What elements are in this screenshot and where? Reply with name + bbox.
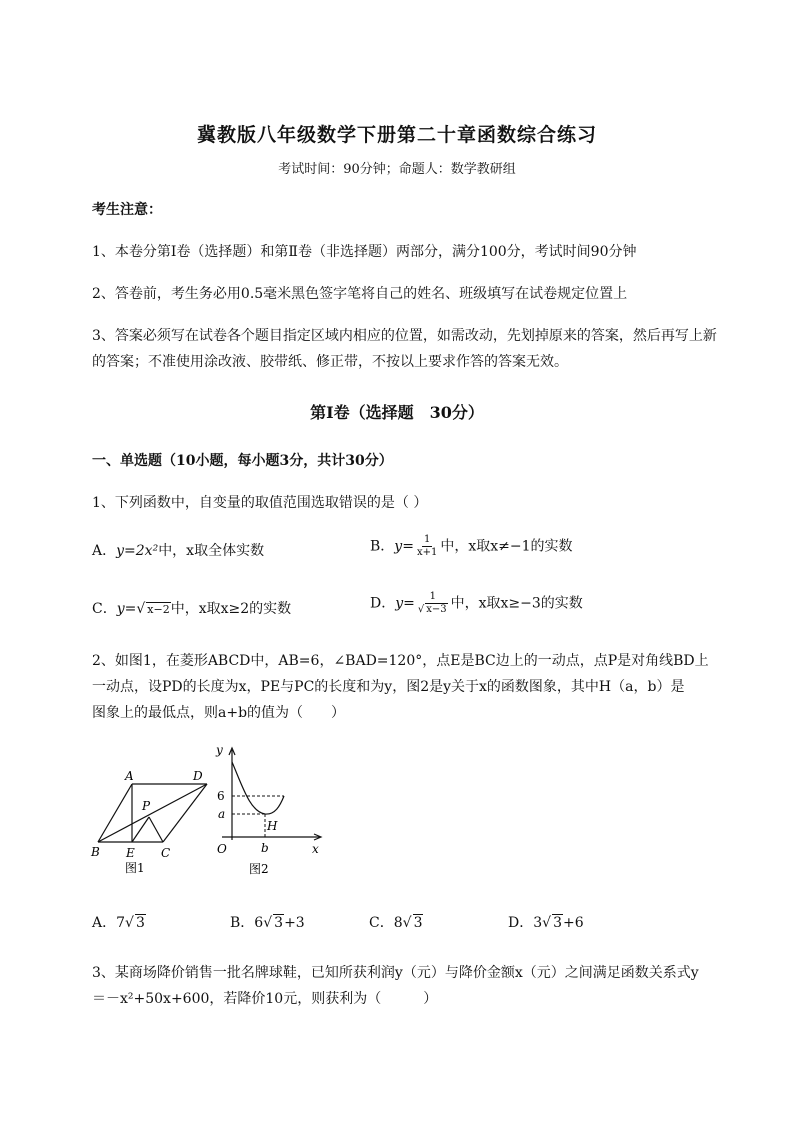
- notice-item-1: 1、本卷分第Ⅰ卷（选择题）和第Ⅱ卷（非选择题）两部分，满分100分，考试时间90分钟: [92, 244, 637, 260]
- q2-option-a: [92, 913, 146, 933]
- q1-option-d-denominator: [416, 604, 450, 616]
- q1-option-d-radical-sign: √: [417, 604, 425, 615]
- q2-option-c-label: C．: [369, 915, 394, 931]
- fig2-label-h: H: [267, 819, 278, 833]
- fig2-curve: [232, 762, 284, 814]
- q1-option-b-prefix: y=: [394, 538, 414, 555]
- q2-figure-2: [212, 740, 332, 880]
- q1-option-c-label: C．: [92, 601, 117, 617]
- q1-option-c-text: 中，x取x≥2的实数: [170, 601, 292, 617]
- q2-option-a-radical-sign: √: [125, 915, 134, 931]
- q1-option-d-fraction: [416, 591, 450, 616]
- q3-stem-line-2: ＝－x²+50x+600，若降价10元，则获利为（ ）: [92, 991, 438, 1007]
- q2-stem-line-1: 2、如图1，在菱形ABCD中，AB=6，∠BAD=120°，点E是BC边上的一动点，点P是对角线BD上: [92, 653, 709, 669]
- q2-option-b-label: B．: [230, 915, 255, 931]
- q1-option-b-fraction: [415, 534, 439, 559]
- q2-option-b-radical-sign: √: [263, 915, 273, 931]
- q2-option-b: [230, 913, 305, 933]
- fig1-label-d: D: [193, 769, 203, 783]
- q1-option-d-text: 中，x取x≥−3的实数: [450, 595, 583, 612]
- fig1-segment-pc: [149, 817, 163, 842]
- q2-stem-line-3: 图象上的最低点，则a+b的值为（ ）: [92, 705, 346, 721]
- q2-option-c-coef: 8: [393, 915, 403, 931]
- q1-option-c-radical-sign: √: [136, 601, 146, 617]
- q3-stem-line-1: 3、某商场降价销售一批名牌球鞋，已知所获利润y（元）与降价金额x（元）之间满足函数关系式y: [92, 965, 699, 981]
- fig1-label-c: C: [161, 846, 171, 860]
- notice-item-3-line-1: 3、答案必须写在试卷各个题目指定区域内相应的位置，如需改动，先划掉原来的答案，然后再写上新: [92, 328, 717, 344]
- q1-option-b: [370, 534, 573, 559]
- q1-option-c-prefix: y=: [116, 601, 137, 617]
- fig1-side-cd: [163, 784, 207, 842]
- q1-stem: 1、下列函数中，自变量的取值范围选取错误的是（ ）: [92, 495, 428, 511]
- fig1-caption: 图1: [125, 861, 145, 875]
- q2-option-c: [369, 913, 423, 933]
- q2-option-b-radicand: 3: [274, 915, 284, 931]
- fig2-label-b: b: [261, 841, 269, 855]
- fig2-label-y: y: [216, 743, 223, 757]
- q1-option-c-radicand: x−2: [147, 603, 170, 616]
- q1-option-d-radicand: x−3: [426, 604, 447, 615]
- fig1-label-a: A: [125, 769, 134, 783]
- fig2-label-x: x: [312, 842, 319, 856]
- q1-option-c: [92, 599, 291, 620]
- q2-option-d-radicand: 3: [553, 915, 562, 931]
- q2-stem-line-2: 一动点，设PD的长度为x，PE与PC的长度和为y，图2是y关于x的函数图象，其中H（a，b）是: [92, 679, 685, 695]
- q2-option-b-tail: +3: [284, 915, 305, 931]
- fig1-label-p: P: [142, 799, 151, 813]
- q1-option-d-numerator: 1: [429, 591, 436, 602]
- q1-option-b-numerator: 1: [423, 534, 431, 545]
- q2-option-d-tail: +6: [563, 915, 584, 931]
- fig1-segment-pe: [132, 817, 149, 842]
- q2-option-d: [508, 913, 584, 933]
- q1-option-d-prefix: y=: [395, 595, 415, 612]
- q1-option-a-text: 中，x取全体实数: [158, 543, 265, 559]
- q2-option-d-radical-sign: √: [542, 915, 552, 931]
- exam-subtitle: 考试时间：90分钟；命题人：数学教研组: [278, 162, 516, 177]
- exam-title: 冀教版八年级数学下册第二十章函数综合练习: [196, 124, 597, 146]
- q1-option-b-label: B．: [370, 538, 395, 555]
- notice-item-2: 2、答卷前，考生务必用0.5毫米黑色签字笔将自己的姓名、班级填写在试卷规定位置上: [92, 286, 628, 302]
- q1-option-b-text: 中，x取x≠−1的实数: [440, 538, 573, 555]
- q1-option-a-expr: y=2x²: [116, 543, 159, 559]
- fig1-label-e: E: [126, 846, 135, 860]
- fig1-label-b: B: [91, 845, 100, 859]
- q2-option-d-coef: 3: [533, 915, 543, 931]
- q1-option-b-denominator: x+1: [416, 547, 438, 558]
- fig2-label-six: 6: [217, 789, 225, 803]
- section-heading: 第Ⅰ卷（选择题 30分）: [310, 403, 484, 422]
- q2-option-a-label: A．: [92, 915, 117, 931]
- q2-option-c-radical-sign: √: [402, 915, 412, 931]
- notice-heading: 考生注意：: [92, 202, 162, 218]
- fig2-label-a: a: [218, 807, 226, 821]
- q2-option-d-label: D．: [508, 915, 534, 931]
- q2-option-a-radicand: 3: [135, 915, 145, 931]
- notice-item-3-line-2: 的答案；不准使用涂改液、胶带纸、修正带，不按以上要求作答的答案无效。: [92, 354, 568, 370]
- q1-option-d: [370, 591, 583, 616]
- fig2-label-origin: O: [217, 842, 227, 856]
- q1-option-a: [92, 541, 264, 561]
- q2-option-c-radicand: 3: [413, 915, 423, 931]
- part-heading: 一、单选题（10小题，每小题3分，共计30分）: [92, 453, 393, 469]
- fig2-caption: 图2: [249, 862, 269, 876]
- q2-figure-1: [85, 760, 215, 880]
- q2-option-a-coef: 7: [116, 915, 126, 931]
- q1-option-d-label: D．: [370, 595, 396, 612]
- q1-option-a-label: A．: [92, 543, 117, 559]
- q2-option-b-coef: 6: [254, 915, 264, 931]
